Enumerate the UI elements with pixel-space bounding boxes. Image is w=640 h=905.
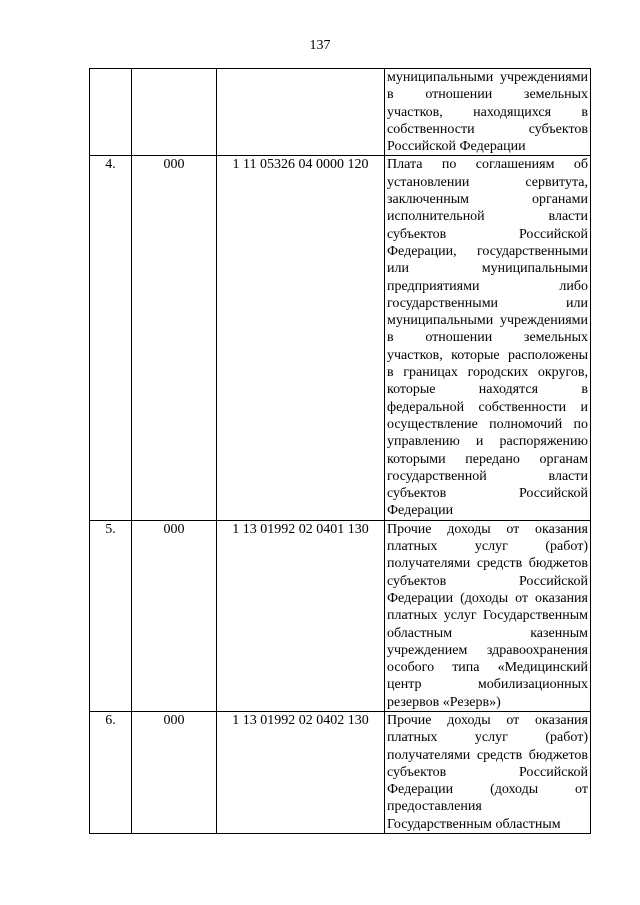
revenue-name-line: субъектов Российской xyxy=(387,764,588,780)
revenue-name-line: получателями средств бюджетов xyxy=(387,556,588,572)
revenue-name-line: особого типа «Медицинский xyxy=(387,660,588,676)
revenue-name-line: или муниципальными xyxy=(387,261,588,277)
revenue-name-line: государственной власти xyxy=(387,468,588,484)
row-number-cell: 4. xyxy=(90,156,132,520)
revenue-name-line: предприятиями либо xyxy=(387,278,588,294)
revenue-codes-table xyxy=(89,68,591,834)
revenue-name-line: областным казенным xyxy=(387,625,588,641)
administrator-code-cell: 000 xyxy=(132,156,217,520)
revenue-name-line: платных услуг (работ) xyxy=(387,539,588,555)
revenue-name-line: государственными или xyxy=(387,295,588,311)
administrator-code-cell xyxy=(132,69,217,156)
table-row xyxy=(90,520,591,711)
revenue-name-line: участков, находящихся в xyxy=(387,104,588,120)
administrator-code-cell: 000 xyxy=(132,520,217,711)
revenue-name-cell xyxy=(385,156,591,520)
administrator-code-cell: 000 xyxy=(132,711,217,833)
revenue-name-line: заключенным органами xyxy=(387,192,588,208)
revenue-name-line: Федерации (доходы от оказания xyxy=(387,590,588,606)
revenue-name-line: федеральной собственности и xyxy=(387,399,588,415)
revenue-name-line: Федерации (доходы от xyxy=(387,782,588,798)
revenue-name-line: в отношении земельных xyxy=(387,87,588,103)
table-row xyxy=(90,156,591,520)
revenue-name-line: Прочие доходы от оказания xyxy=(387,521,588,537)
revenue-name-line: субъектов Российской xyxy=(387,486,588,502)
revenue-name-line: Российской Федерации xyxy=(387,139,526,155)
revenue-name-line: Плата по соглашениям об xyxy=(387,157,588,173)
revenue-name-line: управлению и распоряжению xyxy=(387,434,588,450)
revenue-name-line: Федерации xyxy=(387,503,454,519)
revenue-name-cell xyxy=(385,520,591,711)
revenue-name-cell xyxy=(385,69,591,156)
table-row xyxy=(90,711,591,833)
revenue-name-line: субъектов Российской xyxy=(387,573,588,589)
revenue-name-line: которые находятся в xyxy=(387,382,588,398)
revenue-name-line: предоставления xyxy=(387,799,482,815)
revenue-code-cell: 1 13 01992 02 0401 130 xyxy=(217,520,385,711)
revenue-name-line: платных услуг (работ) xyxy=(387,730,588,746)
revenue-code-cell xyxy=(217,69,385,156)
revenue-name-line: центр мобилизационных xyxy=(387,677,588,693)
revenue-name-line: учреждением здравоохранения xyxy=(387,642,588,658)
revenue-name-line: установлении сервитута, xyxy=(387,174,588,190)
revenue-name-line: в отношении земельных xyxy=(387,330,588,346)
revenue-name-line: Прочие доходы от оказания xyxy=(387,712,588,728)
revenue-name-line: которыми передано органам xyxy=(387,451,588,467)
row-number-cell: 6. xyxy=(90,711,132,833)
revenue-name-line: муниципальными учреждениями xyxy=(387,70,588,85)
revenue-name-line: Государственным областным xyxy=(387,816,561,832)
revenue-name-line: субъектов Российской xyxy=(387,226,588,242)
revenue-name-cell xyxy=(385,711,591,833)
revenue-name-line: в границах городских округов, xyxy=(387,365,588,381)
revenue-name-line: участков, которые расположены xyxy=(387,347,588,363)
row-number-cell: 5. xyxy=(90,520,132,711)
revenue-name-line: Федерации, государственными xyxy=(387,243,588,259)
revenue-name-line: осуществление полномочий по xyxy=(387,416,588,432)
table-row xyxy=(90,69,591,156)
revenue-name-line: исполнительной власти xyxy=(387,209,588,225)
revenue-name-line: платных услуг Государственным xyxy=(387,608,588,624)
revenue-name-line: получателями средств бюджетов xyxy=(387,747,588,763)
page-number: 137 xyxy=(309,38,331,53)
revenue-name-line: собственности субъектов xyxy=(387,121,588,137)
revenue-name-line: муниципальными учреждениями xyxy=(387,313,588,329)
revenue-name-line: резервов «Резерв») xyxy=(387,694,501,710)
row-number-cell xyxy=(90,69,132,156)
revenue-code-cell: 1 11 05326 04 0000 120 xyxy=(217,156,385,520)
revenue-code-cell: 1 13 01992 02 0402 130 xyxy=(217,711,385,833)
